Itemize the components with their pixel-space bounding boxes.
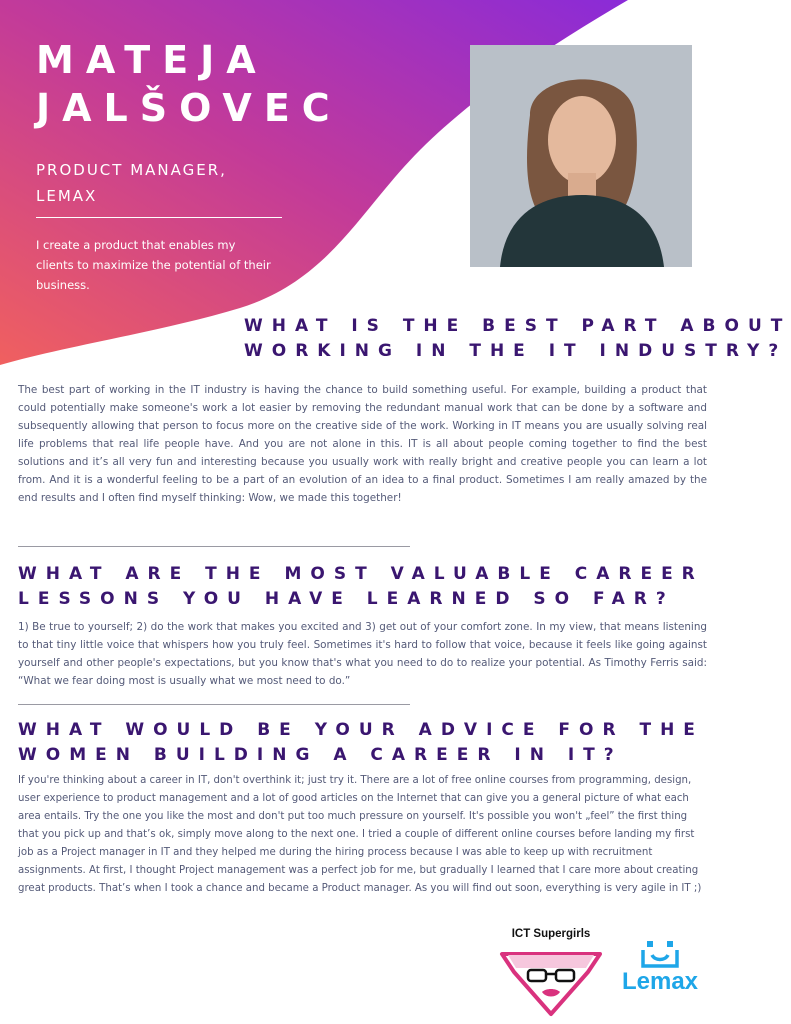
ict-supergirls-title: ICT Supergirls [511,928,591,940]
section-divider-2 [18,704,410,705]
job-title-line2: LEMAX [36,187,98,205]
question-1-line1: WHAT IS THE BEST PART ABOUT [244,316,791,336]
diamond-glasses-lips-icon [498,946,604,1018]
job-title [36,157,296,209]
question-2-heading [18,562,704,612]
section-divider-1 [18,546,410,547]
name-last: JALŠOVEC [36,86,342,130]
ict-supergirls-logo [498,928,604,1020]
question-3-line2: WOMEN BUILDING A CAREER IN IT? [18,745,623,765]
lemax-wordmark: Lemax [621,968,699,995]
name-first: MATEJA [36,38,268,82]
question-1-heading [244,314,791,364]
question-3-heading [18,718,704,768]
question-1-line2: WORKING IN THE IT INDUSTRY? [244,341,788,361]
question-2-line1: WHAT ARE THE MOST VALUABLE CAREER [18,564,704,584]
question-2-line2: LESSONS YOU HAVE LEARNED SO FAR? [18,589,675,609]
job-title-line1: PRODUCT MANAGER, [36,161,227,179]
tagline: I create a product that enables my clients to maximize the potential of their business. [36,238,271,292]
person-name [36,36,342,132]
portrait-illustration [470,45,692,267]
lemax-logo [610,938,710,1008]
profile-photo [470,45,692,267]
answer-1-text: The best part of working in the IT industry is having the chance to build something useful. For example, building a product that could potentially make someone's work a lot easier by removing the redundant manual work that can be done by a software and subsequently allowing that person to focus more on the creative side of the work. Working in IT means you are usually solving real life problems that real life people have. And you are not alone in this. IT is all about people coming together to find the best solutions and it’s all very fun and interesting because you usually work with really bright and creative people you can learn a lot from. And it is a wonderful feeling to be a part of an evolution of an idea to a final product. Sometimes I am really amazed by the end results and I often find myself thinking: Wow, we made this together! [18,384,707,504]
header-divider [36,217,282,218]
answer-2-text: 1) Be true to yourself; 2) do the work that makes you excited and 3) get out of your comfort zone. In my view, that means listening to that tiny little voice that whispers how you truly feel. Sometimes it's hard to follow that voice, because it feels like going against yourself and other people's expectations, but you know that's what you need to do to realize your potential. As Timothy Ferris said: “What we fear doing most is usually what we most need to do.” [18,621,707,687]
question-3-line1: WHAT WOULD BE YOUR ADVICE FOR THE [18,720,704,740]
smiley-brackets-icon [640,938,680,970]
answer-3-text: If you're thinking about a career in IT, don't overthink it; just try it. There are a lot of free online courses from programming, design, user experience to product management and a lot of good articles on the Internet that can give you a general picture of what each area entails. Try the one you like the most and don't put too much pressure on yourself. It's possible you won't „feel” the first thing that you pick up and that’s ok, simply move along to the next one. I tried a couple of different online courses before landing my first job as a Project manager in IT and they helped me during the hiring process because I was able to keep up with recruitment assignments. At first, I thought Project management was a perfect job for me, but gradually I learned that I care more about creating great products. That’s when I took a chance and became a Product manager. As you will find out soon, everything is very agile in IT ;) [18,775,702,894]
